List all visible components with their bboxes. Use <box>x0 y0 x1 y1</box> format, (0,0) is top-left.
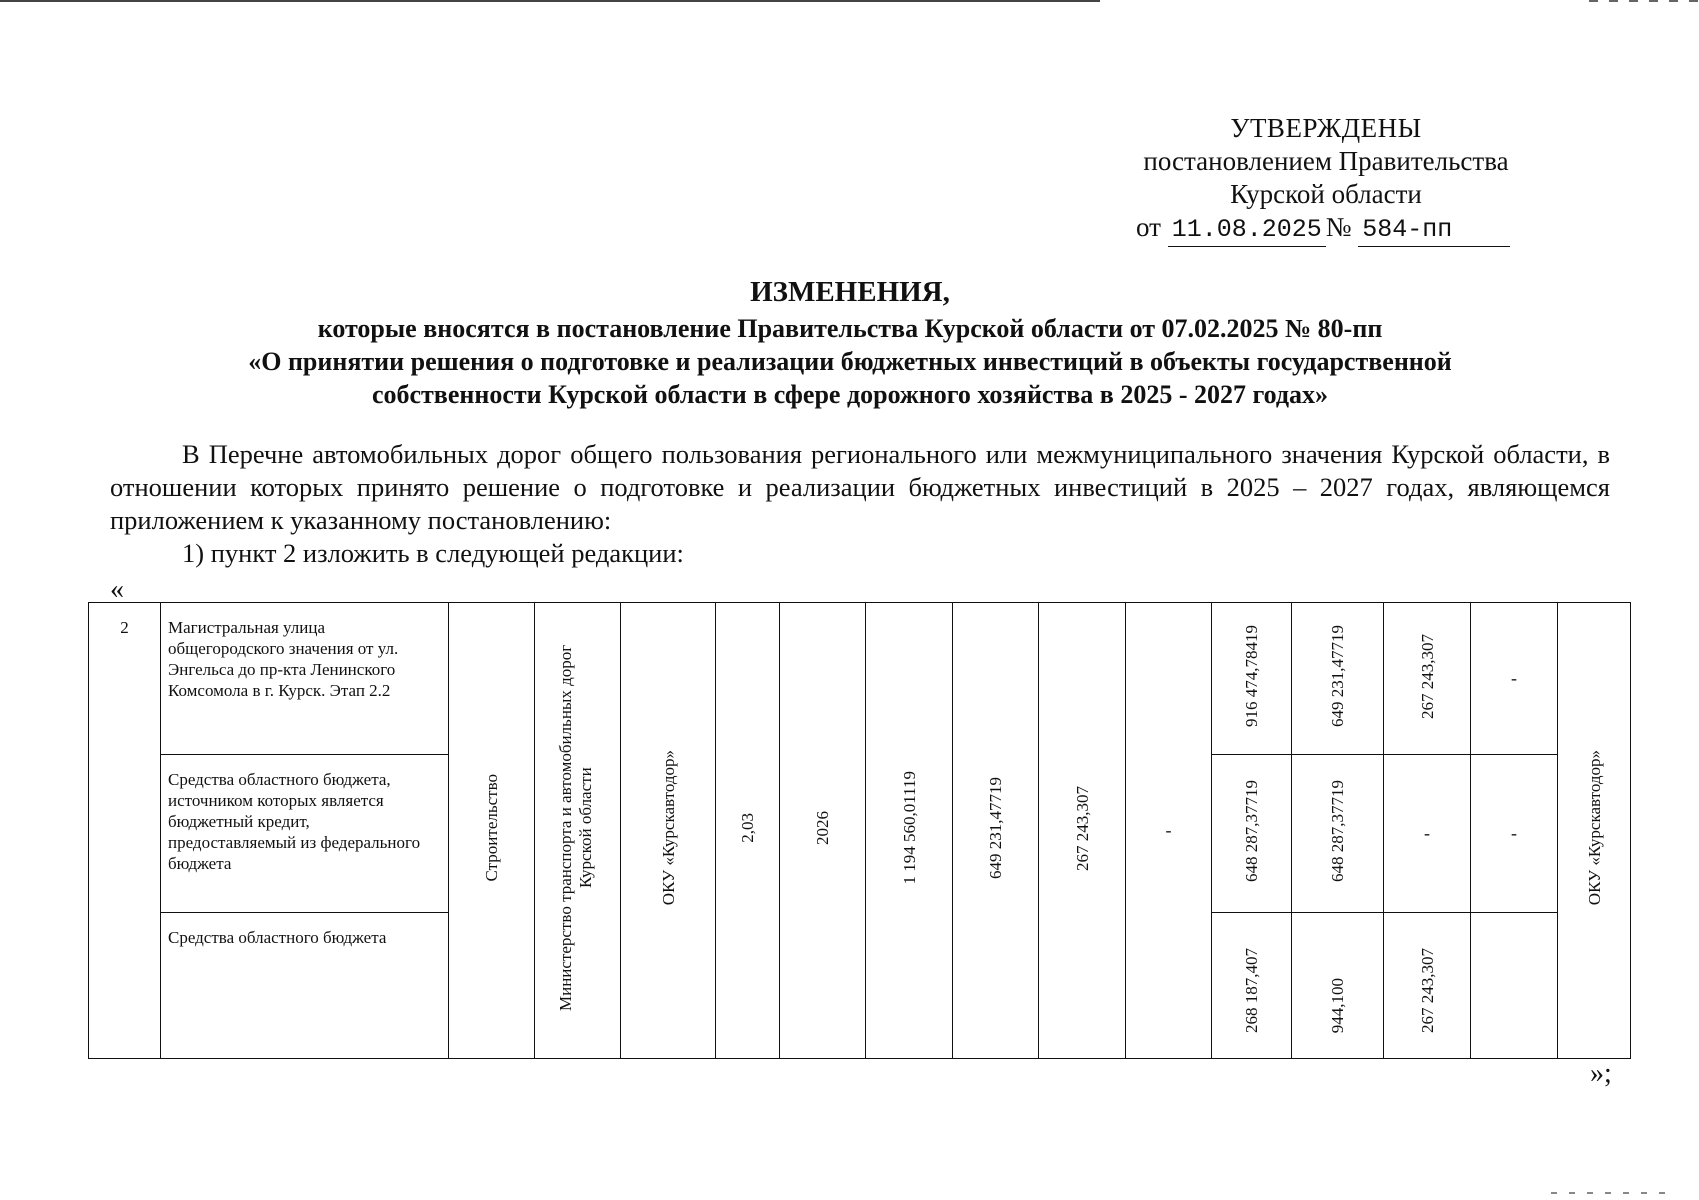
construction-type: Строительство <box>449 603 535 1059</box>
y2025-cell: 944,100 <box>1292 913 1384 1059</box>
object-name: Магистральная улица общегородского значения от ул. Энгельса до пр-кта Ленинского Комсомола в г. Курск. Этап 2.2 <box>161 603 449 755</box>
quote-open: « <box>110 574 124 605</box>
investment-table <box>88 602 1631 1059</box>
date-prefix: от <box>1136 212 1161 242</box>
body-paragraph: В Перечне автомобильных дорог общего пользования регионального или межмуниципального значения Курской области, в отношении которых принято решение о подготовке и реализации бюджетных инвестиций в 2025 – 2027 годах, являющемся приложением к указанному постановлению: <box>110 439 1610 535</box>
financed-cell-3: - <box>1126 603 1212 1059</box>
body-item: 1) пункт 2 изложить в следующей редакции: <box>182 538 684 568</box>
developer-cell: ОКУ «Курскавтодор» <box>1558 603 1631 1059</box>
ministry-cell: Министерство транспорта и автомобильных дорог Курской области <box>535 603 621 1059</box>
approval-date-line <box>1136 211 1516 247</box>
y2027-cell: - <box>1471 603 1558 755</box>
doc-title: ИЗМЕНЕНИЯ, <box>750 276 950 308</box>
subtitle-line-1: которые вносятся в постановление Правительства Курской области от 07.02.2025 № 80-пп <box>317 314 1383 343</box>
capacity-cell: 2,03 <box>716 603 780 1059</box>
approval-number: 584-пп <box>1358 213 1510 247</box>
scan-edge-bottom-right <box>1551 1192 1671 1194</box>
approval-heading: УТВЕРЖДЕНЫ <box>1230 113 1422 143</box>
doc-subtitle <box>110 312 1590 411</box>
total-cell: 648 287,37719 <box>1212 755 1292 913</box>
approval-date: 11.08.2025 <box>1168 213 1326 247</box>
y2026-cell: 267 243,307 <box>1384 913 1471 1059</box>
total-cell: 268 187,407 <box>1212 913 1292 1059</box>
subtitle-line-2: «О принятии решения о подготовке и реализации бюджетных инвестиций в объекты государственной <box>248 347 1452 376</box>
total-cell: 916 474,78419 <box>1212 603 1292 755</box>
y2026-cell: 267 243,307 <box>1384 603 1471 755</box>
customer-cell: ОКУ «Курскавтодор» <box>621 603 716 1059</box>
financed-cell-1: 649 231,47719 <box>953 603 1039 1059</box>
estimated-cost-cell: 1 194 560,01119 <box>866 603 953 1059</box>
number-sign: № <box>1325 212 1352 242</box>
scan-edge-top <box>0 0 1100 2</box>
funding-source-federal: Средства областного бюджета, источником которых является бюджетный кредит, предоставляемый из федерального бюджета <box>161 755 449 913</box>
body-text <box>110 438 1610 570</box>
y2027-cell: - <box>1471 755 1558 913</box>
scan-edge-top-right <box>1589 0 1699 2</box>
item-number: 2 <box>89 603 161 1059</box>
financed-cell-2: 267 243,307 <box>1039 603 1126 1059</box>
y2025-cell: 649 231,47719 <box>1292 603 1384 755</box>
approval-line-2: Курской области <box>1230 179 1422 209</box>
funding-source-regional: Средства областного бюджета <box>161 913 449 1059</box>
approval-stamp <box>1136 112 1516 247</box>
y2026-cell: - <box>1384 755 1471 913</box>
y2027-cell <box>1471 913 1558 1059</box>
year-cell: 2026 <box>780 603 866 1059</box>
subtitle-line-3: собственности Курской области в сфере дорожного хозяйства в 2025 - 2027 годах» <box>371 380 1329 409</box>
quote-close: »; <box>1590 1058 1612 1089</box>
approval-line-1: постановлением Правительства <box>1143 146 1509 176</box>
table-row <box>89 603 1631 755</box>
y2025-cell: 648 287,37719 <box>1292 755 1384 913</box>
